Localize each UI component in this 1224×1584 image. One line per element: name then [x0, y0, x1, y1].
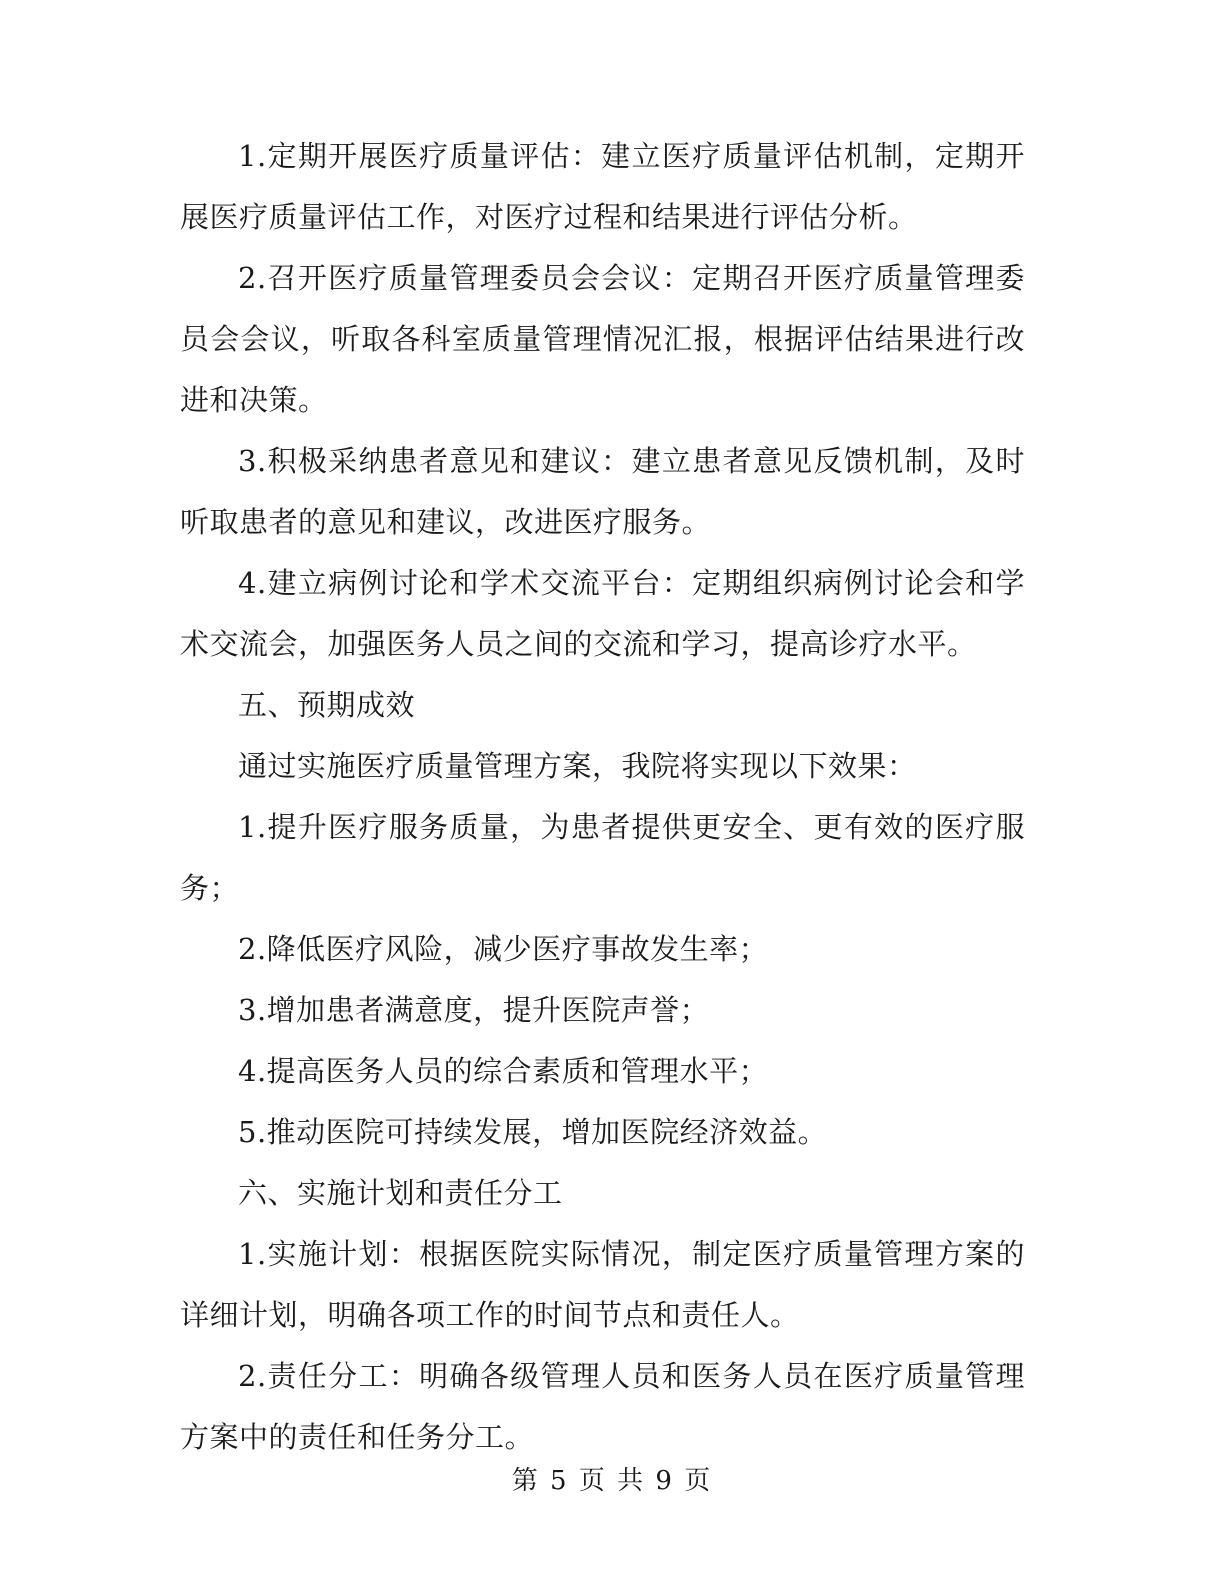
list-item-result-2: 2.降低医疗风险，减少医疗事故发生率；	[238, 932, 769, 966]
page-number-footer: 第 5 页 共 9 页	[511, 1466, 713, 1496]
paragraph-patient-feedback: 3.积极采纳患者意见和建议：建立患者意见反馈机制，及时听取患者的意见和建议，改进医疗服务。	[180, 444, 1025, 539]
section-heading-expected-results: 五、预期成效	[238, 688, 416, 722]
section-heading-implementation: 六、实施计划和责任分工	[238, 1176, 563, 1210]
list-item-result-5: 5.推动医院可持续发展，增加医院经济效益。	[238, 1115, 828, 1149]
paragraph-implementation-plan: 1.实施计划：根据医院实际情况，制定医疗质量管理方案的详细计划，明确各项工作的时间节点和责任人。	[180, 1237, 1025, 1332]
list-item-result-4: 4.提高医务人员的综合素质和管理水平；	[238, 1054, 769, 1088]
paragraph-responsibility: 2.责任分工：明确各级管理人员和医务人员在医疗质量管理方案中的责任和任务分工。	[180, 1359, 1025, 1454]
paragraph-results-intro: 通过实施医疗质量管理方案，我院将实现以下效果：	[238, 749, 917, 783]
paragraph-case-discussion: 4.建立病例讨论和学术交流平台：定期组织病例讨论会和学术交流会，加强医务人员之间的交流和学习，提高诊疗水平。	[180, 566, 1025, 661]
document-body	[180, 126, 1025, 1468]
list-item-result-3: 3.增加患者满意度，提升医院声誉；	[238, 993, 710, 1027]
paragraph-evaluation: 1.定期开展医疗质量评估：建立医疗质量评估机制，定期开展医疗质量评估工作，对医疗过程和结果进行评估分析。	[180, 139, 1025, 234]
paragraph-committee-meeting: 2.召开医疗质量管理委员会会议：定期召开医疗质量管理委员会会议，听取各科室质量管理情况汇报，根据评估结果进行改进和决策。	[180, 261, 1025, 417]
list-item-result-1: 1.提升医疗服务质量，为患者提供更安全、更有效的医疗服务；	[180, 810, 1025, 905]
